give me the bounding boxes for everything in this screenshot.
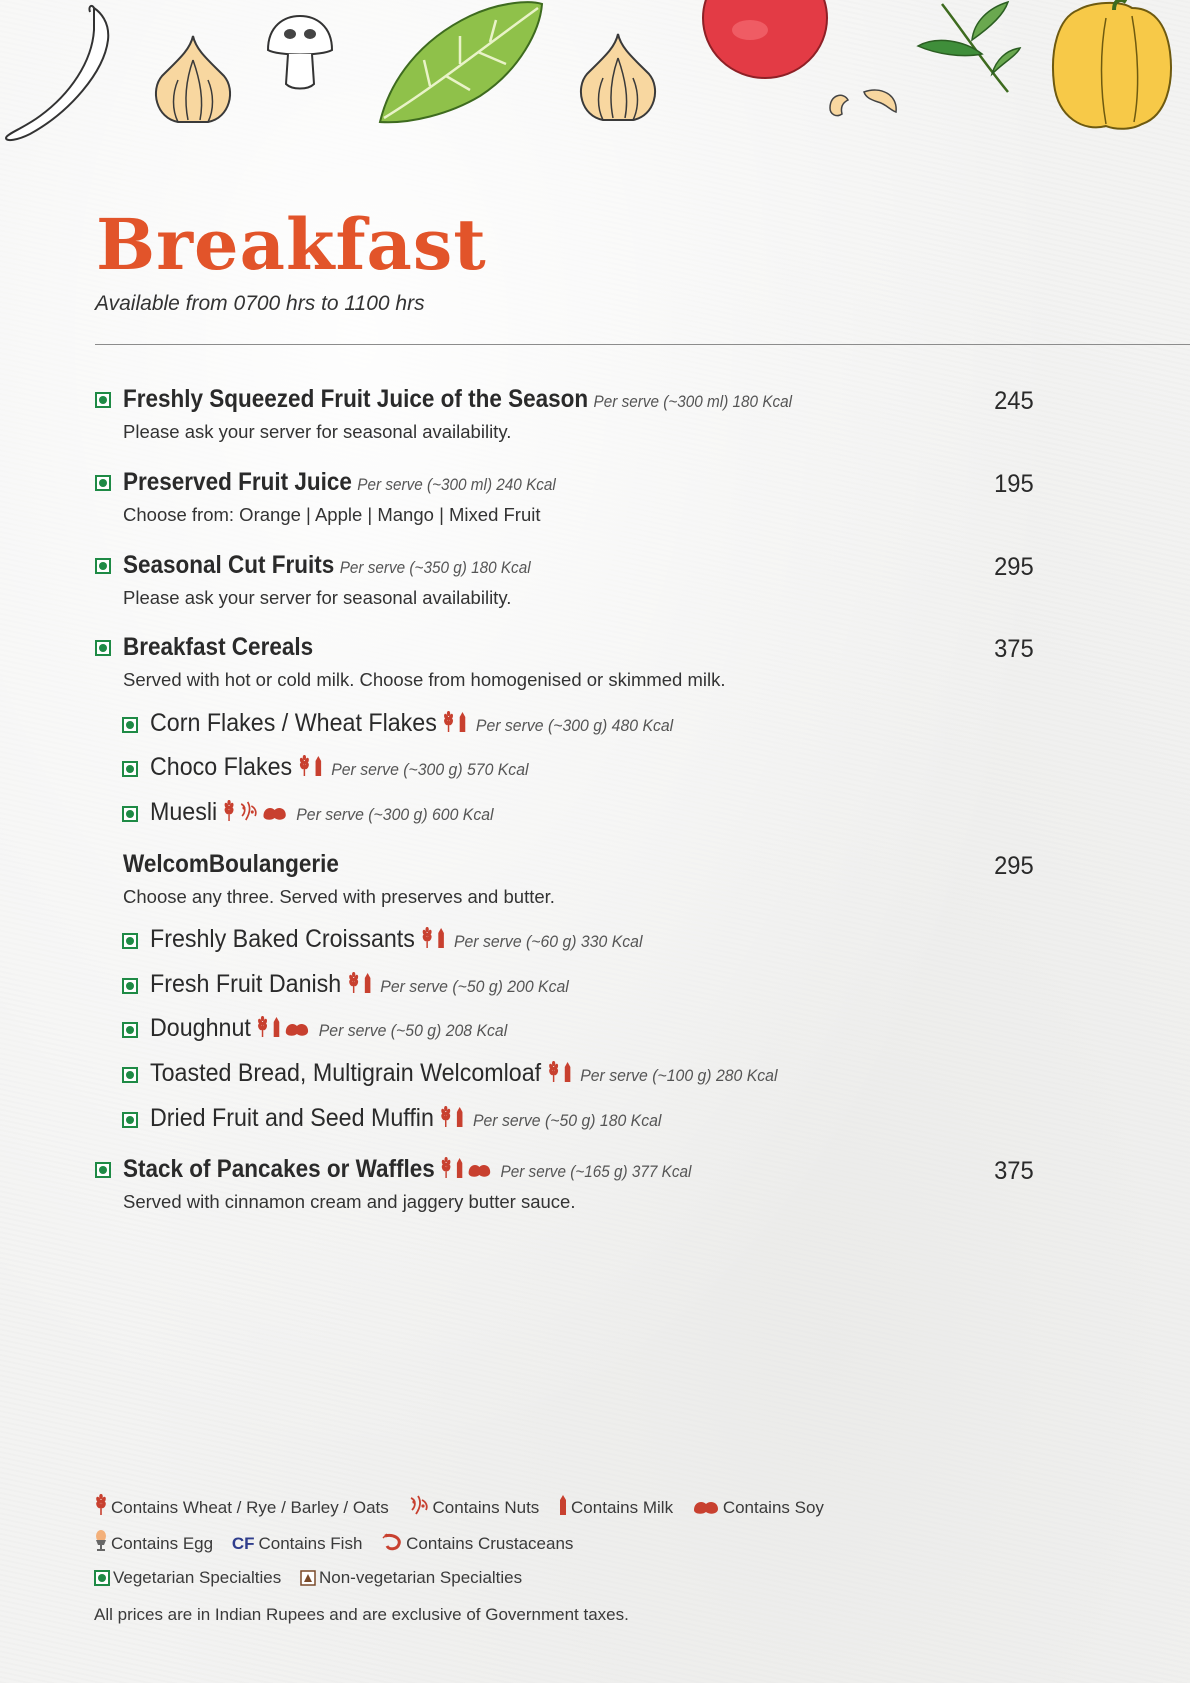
subitem-name: Corn Flakes / Wheat Flakes (150, 709, 437, 737)
allergen-legend-row-2 (94, 1530, 587, 1554)
legend-fish: Contains Fish (258, 1534, 363, 1553)
legend-wheat: Contains Wheat / Rye / Barley / Oats (111, 1498, 389, 1517)
legend-nuts: Contains Nuts (432, 1498, 540, 1517)
wheat-icon (439, 1106, 452, 1134)
header-divider (95, 344, 1190, 345)
veg-mark-icon (122, 933, 138, 949)
subitem-row (150, 1061, 778, 1088)
wheat-icon (256, 1016, 269, 1044)
wheat-icon (223, 800, 236, 828)
item-description: Please ask your server for seasonal availability. (123, 587, 512, 608)
subitem-name: Dried Fruit and Seed Muffin (150, 1104, 434, 1132)
milk-icon (455, 1157, 464, 1185)
nuts-icon (239, 800, 259, 828)
item-description: Choose from: Orange | Apple | Mango | Mixed Fruit (123, 504, 541, 525)
soy-icon (692, 1498, 723, 1517)
subitem-serving: Per serve (~50 g) 200 Kcal (380, 977, 569, 996)
legend-nonveg: Non-vegetarian Specialties (318, 1568, 523, 1587)
soy-icon (467, 1157, 492, 1185)
subitem-serving: Per serve (~60 g) 330 Kcal (453, 932, 643, 951)
allergen-icons (439, 1106, 467, 1133)
item-name: Breakfast Cereals (123, 633, 314, 661)
subitem-name: Freshly Baked Croissants (150, 925, 415, 953)
wheat-icon (440, 1157, 453, 1185)
milk-icon (563, 1061, 572, 1089)
subitem-serving: Per serve (~100 g) 280 Kcal (580, 1066, 778, 1085)
milk-icon (272, 1016, 281, 1044)
wheat-icon (547, 1061, 560, 1089)
price-note: All prices are in Indian Rupees and are exclusive of Government taxes. (94, 1605, 629, 1624)
item-name: WelcomBoulangerie (123, 850, 339, 878)
garlic-illustration-2 (572, 28, 664, 128)
subitem-serving: Per serve (~50 g) 180 Kcal (472, 1111, 662, 1130)
wheat-icon (442, 711, 455, 739)
diet-legend-row (94, 1568, 536, 1588)
item-price: 375 (994, 1157, 1034, 1185)
legend-milk: Contains Milk (571, 1498, 674, 1517)
allergen-icons (256, 1016, 313, 1043)
item-name: Stack of Pancakes or Waffles (123, 1155, 435, 1183)
allergen-icons (223, 800, 291, 827)
veg-mark-icon (94, 1568, 113, 1587)
veg-mark-icon (122, 978, 138, 994)
item-description: Served with cinnamon cream and jaggery butter sauce. (123, 1191, 576, 1212)
item-name-row (123, 1157, 691, 1184)
item-serving: Per serve (~300 ml) 180 Kcal (593, 392, 793, 411)
item-description: Please ask your server for seasonal availability. (123, 421, 512, 442)
subitem-name: Toasted Bread, Multigrain Welcomloaf (150, 1059, 542, 1087)
item-description: Served with hot or cold milk. Choose from homogenised or skimmed milk. (123, 669, 726, 690)
herb-sprig-illustration (912, 0, 1022, 100)
allergen-icons (420, 927, 448, 954)
subitem-name: Doughnut (150, 1014, 251, 1042)
milk-icon (314, 755, 323, 783)
allergen-legend-row-1 (94, 1494, 838, 1518)
cashew-nuts-illustration (824, 84, 904, 124)
subitem-row (150, 1016, 507, 1043)
item-name: Preserved Fruit Juice (123, 468, 352, 496)
garlic-illustration (148, 30, 238, 130)
item-name-row (123, 470, 556, 495)
subitem-row (150, 1106, 661, 1133)
item-price: 295 (994, 852, 1034, 880)
milk-icon (436, 927, 445, 955)
page-title: Breakfast (96, 203, 487, 286)
subitem-serving: Per serve (~300 g) 480 Kcal (475, 716, 674, 735)
wheat-icon (347, 972, 360, 1000)
subitem-row (150, 927, 642, 954)
subitem-name: Fresh Fruit Danish (150, 970, 342, 998)
item-price: 195 (994, 470, 1034, 498)
item-name: Seasonal Cut Fruits (123, 551, 335, 579)
item-price: 245 (994, 387, 1034, 415)
crustacean-icon (381, 1534, 406, 1553)
wheat-icon (298, 755, 311, 783)
soy-icon (262, 800, 288, 828)
availability-hours: Available from 0700 hrs to 1100 hrs (95, 292, 425, 315)
allergen-icons (440, 1157, 495, 1184)
item-name-row (123, 553, 531, 578)
subitem-row (150, 972, 569, 999)
legend-crustaceans: Contains Crustaceans (406, 1534, 574, 1553)
milk-icon (455, 1106, 464, 1134)
item-description: Choose any three. Served with preserves and butter. (123, 886, 555, 907)
soy-icon (284, 1016, 310, 1044)
veg-mark-icon (95, 1162, 111, 1178)
subitem-row (150, 711, 673, 738)
wheat-icon (94, 1498, 111, 1517)
tomato-illustration (700, 0, 830, 80)
subitem-serving: Per serve (~300 g) 600 Kcal (296, 805, 494, 824)
subitem-serving: Per serve (~300 g) 570 Kcal (331, 760, 529, 779)
item-serving: Per serve (~165 g) 377 Kcal (500, 1162, 692, 1181)
item-price: 295 (994, 553, 1034, 581)
veg-mark-icon (122, 761, 138, 777)
item-serving: Per serve (~300 ml) 240 Kcal (357, 475, 556, 494)
milk-icon (363, 972, 372, 1000)
veg-mark-icon (122, 1067, 138, 1083)
veg-mark-icon (95, 640, 111, 656)
item-price: 375 (994, 635, 1034, 663)
mushroom-illustration (262, 12, 338, 92)
chili-pepper-illustration (0, 0, 120, 150)
veg-mark-icon (122, 1112, 138, 1128)
veg-mark-icon (95, 475, 111, 491)
veg-mark-icon (122, 717, 138, 733)
wheat-icon (420, 927, 433, 955)
allergen-icons (442, 711, 470, 738)
veg-mark-icon (95, 558, 111, 574)
subitem-row (150, 800, 494, 827)
allergen-icons (347, 972, 375, 999)
egg-icon (94, 1534, 111, 1553)
item-serving: Per serve (~350 g) 180 Kcal (339, 558, 531, 577)
veg-mark-icon (95, 392, 111, 408)
subitem-row (150, 755, 529, 782)
item-name: Freshly Squeezed Fruit Juice of the Season (123, 385, 589, 413)
veg-mark-icon (122, 1022, 138, 1038)
allergen-icons (547, 1061, 575, 1088)
nuts-icon (408, 1498, 433, 1517)
legend-egg: Contains Egg (111, 1534, 214, 1553)
fish-icon: CF (231, 1534, 255, 1553)
legend-veg: Vegetarian Specialties (113, 1568, 282, 1587)
nonveg-mark-icon (300, 1568, 319, 1587)
bell-pepper-illustration (1048, 0, 1176, 134)
subitem-name: Muesli (150, 798, 218, 826)
milk-icon (458, 711, 467, 739)
veg-mark-icon (122, 806, 138, 822)
legend-soy: Contains Soy (722, 1498, 824, 1517)
lettuce-leaf-illustration (370, 0, 550, 130)
subitem-name: Choco Flakes (150, 753, 293, 781)
item-name-row (123, 387, 792, 412)
allergen-icons (298, 755, 326, 782)
milk-icon (558, 1498, 571, 1517)
subitem-serving: Per serve (~50 g) 208 Kcal (318, 1021, 508, 1040)
